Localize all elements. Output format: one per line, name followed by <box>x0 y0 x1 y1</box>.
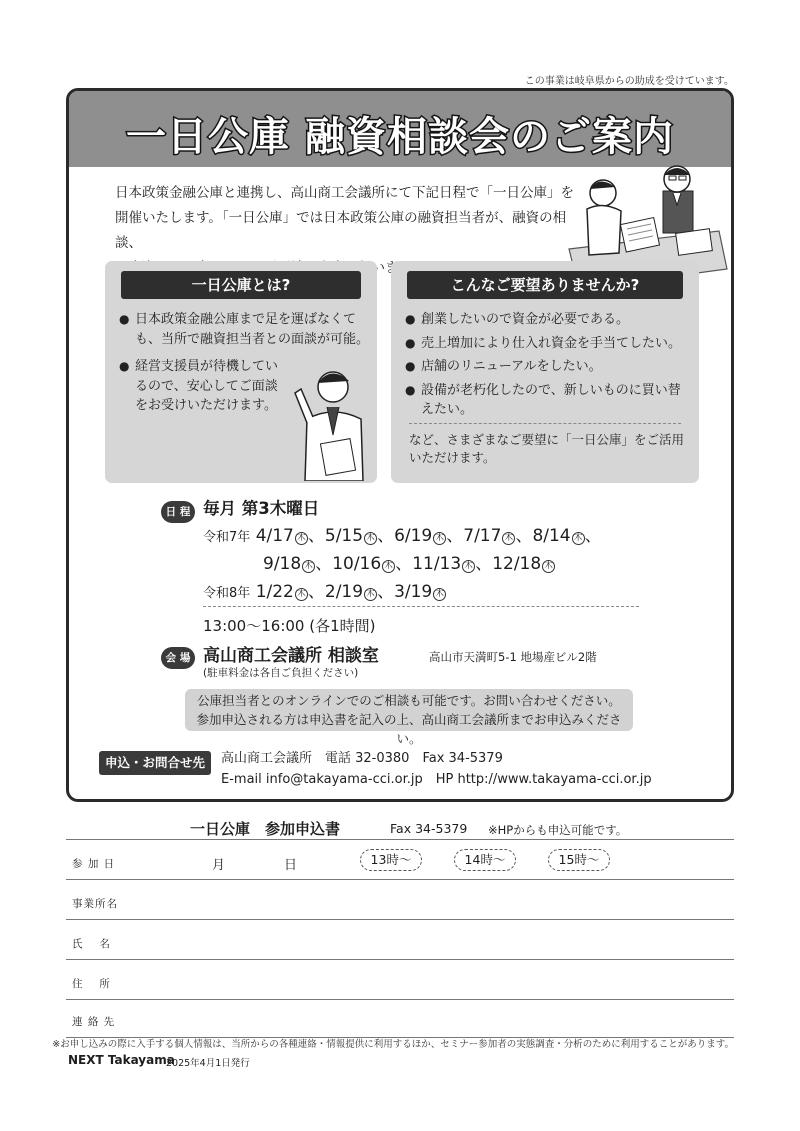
weekday-mark: 木 <box>364 532 377 545</box>
form-label: 連 絡 先 <box>72 1016 116 1028</box>
schedule-row-r8 <box>203 577 446 602</box>
intro-line: 日本政策金融公庫と連携し、高山商工会議所にて下記日程で「一日公庫」を <box>115 185 574 201</box>
separator: 、 <box>395 554 413 574</box>
slot-13[interactable]: 13時〜 <box>360 849 422 871</box>
online-line: 公庫担当者とのオンラインでのご相談も可能です。お問い合わせください。 <box>197 693 621 708</box>
weekday-mark: 木 <box>433 532 446 545</box>
needs-list <box>405 310 687 424</box>
slot-15[interactable]: 15時〜 <box>548 849 610 871</box>
form-label: 氏 名 <box>72 938 111 950</box>
schedule-date: 10/16 <box>332 554 382 574</box>
separator: 、 <box>584 526 602 546</box>
schedule-heading: 毎月 第3木曜日 <box>203 499 320 518</box>
divider <box>203 606 639 607</box>
schedule-pill: 日 程 <box>161 501 195 523</box>
separator: 、 <box>446 526 464 546</box>
form-title: 一日公庫 参加申込書 <box>190 820 341 838</box>
form-label: 事業所名 <box>72 898 118 910</box>
schedule-date: 4/17 <box>255 526 294 546</box>
weekday-mark: 木 <box>382 560 395 573</box>
separator: 、 <box>475 554 493 574</box>
form-row-contact[interactable] <box>66 998 734 1038</box>
separator: 、 <box>307 582 325 602</box>
needs-item: ● 売上増加により仕入れ資金を手当てしたい。 <box>405 334 687 354</box>
weekday-mark: 木 <box>295 532 308 545</box>
weekday-mark: 木 <box>502 532 515 545</box>
schedule-time: 13:00〜16:00 (各1時間) <box>203 617 376 635</box>
venue-pill: 会 場 <box>161 647 195 669</box>
schedule-date: 8/14 <box>532 526 571 546</box>
issue-date: 2025年4月1日発行 <box>166 1058 250 1069</box>
separator: 、 <box>377 582 395 602</box>
schedule-date: 5/15 <box>324 526 364 546</box>
year-label: 令和7年 <box>203 530 251 545</box>
needs-box <box>391 261 699 483</box>
online-line: 参加申込される方は申込書を記入の上、高山商工会議所までお申込みください。 <box>196 712 622 746</box>
form-row-name[interactable] <box>66 920 734 960</box>
schedule-date: 7/17 <box>463 526 502 546</box>
title-banner <box>69 91 731 167</box>
needs-item: ● 店舗のリニューアルをしたい。 <box>405 357 687 377</box>
weekday-mark: 木 <box>542 560 555 573</box>
privacy-note: ※お申し込みの際に入手する個人情報は、当所からの各種連絡・情報提供に利用するほか、セミナー参加者の実態調査・分析のために利用することがあります。 <box>52 1039 734 1050</box>
intro-line: 開催いたします。「一日公庫」では日本政策公庫の融資担当者が、融資の相談、 <box>115 210 567 251</box>
weekday-mark: 木 <box>295 588 308 601</box>
online-notice <box>185 689 633 746</box>
contact-label: 申込・お問合せ先 <box>99 751 211 775</box>
date-list <box>256 582 447 602</box>
contact-phone: 高山商工会議所 電話 32-0380 Fax 34-5379 <box>221 751 503 766</box>
month-field[interactable]: 月 <box>212 858 226 873</box>
schedule-date: 2/19 <box>324 582 364 602</box>
form-row-address[interactable] <box>66 960 734 1000</box>
form-row-date[interactable] <box>66 840 734 880</box>
schedule-row-r7b <box>263 549 555 574</box>
date-list <box>256 526 602 546</box>
weekday-mark: 木 <box>462 560 475 573</box>
schedule-date: 9/18 <box>263 554 302 574</box>
schedule-date: 11/13 <box>412 554 462 574</box>
about-box <box>105 261 377 483</box>
schedule-row-r7 <box>203 521 602 546</box>
date-list <box>263 554 555 574</box>
separator: 、 <box>515 526 533 546</box>
needs-closing: など、さまざまなご要望に「一日公庫」をご活用いただけます。 <box>409 432 685 465</box>
weekday-mark: 木 <box>364 588 377 601</box>
venue-name: 高山商工会議所 相談室 <box>203 646 379 666</box>
form-fax: Fax 34-5379 <box>390 821 468 836</box>
separator: 、 <box>307 526 325 546</box>
day-field[interactable]: 日 <box>284 858 298 873</box>
needs-item: ● 設備が老朽化したので、新しいものに買い替えたい。 <box>405 381 687 420</box>
needs-heading: こんなご要望ありませんか? <box>407 271 683 299</box>
schedule-date: 1/22 <box>255 582 294 602</box>
parking-note: (駐車料金は各自ご負担ください) <box>203 667 359 679</box>
contact-web: E-mail info@takayama-cci.or.jp HP http://www.takayama-cci.or.jp <box>221 772 652 787</box>
schedule-date: 3/19 <box>394 582 433 602</box>
needs-item: ● 創業したいので資金が必要である。 <box>405 310 687 330</box>
subsidy-note: この事業は岐阜県からの助成を受けています。 <box>524 76 734 87</box>
staff-illustration <box>289 365 373 481</box>
page-title: 一日公庫 融資相談会のご案内 <box>126 114 674 160</box>
separator: 、 <box>315 554 333 574</box>
form-hp-note: ※HPからも申込可能です。 <box>488 823 628 837</box>
about-item: ● 経営支援員が待機しているので、安心してご面談をお受けいただけます。 <box>119 357 279 416</box>
schedule-date: 6/19 <box>394 526 433 546</box>
about-heading: 一日公庫とは? <box>121 271 361 299</box>
schedule-date: 12/18 <box>492 554 542 574</box>
separator: 、 <box>377 526 395 546</box>
weekday-mark: 木 <box>572 532 585 545</box>
form-label: 住 所 <box>72 978 111 990</box>
form-label: 参 加 日 <box>72 858 116 870</box>
divider <box>409 423 681 424</box>
weekday-mark: 木 <box>433 588 446 601</box>
venue-address: 高山市天満町5-1 地場産ビル2階 <box>429 650 597 664</box>
about-item: ● 日本政策金融公庫まで足を運ばなくても、当所で融資担当者との面談が可能。 <box>119 310 369 349</box>
form-row-company[interactable] <box>66 880 734 920</box>
info-panel <box>66 88 734 802</box>
year-label: 令和8年 <box>203 586 251 601</box>
brand-name: NEXT Takayama <box>68 1053 175 1067</box>
weekday-mark: 木 <box>302 560 315 573</box>
slot-14[interactable]: 14時〜 <box>454 849 516 871</box>
